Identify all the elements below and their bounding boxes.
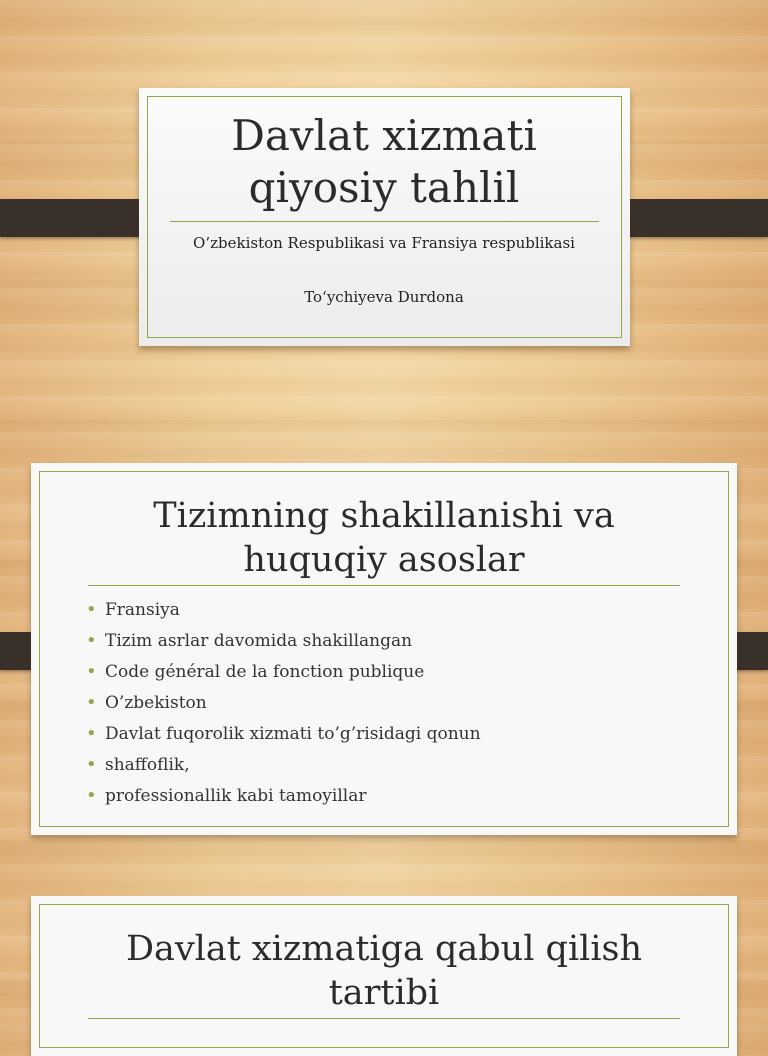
- list-item-text: shaffoflik,: [105, 755, 190, 775]
- list-item: [86, 751, 481, 782]
- title-divider: [88, 1018, 680, 1019]
- slide-1-title: [0, 110, 768, 214]
- bullet-icon: •: [86, 723, 97, 744]
- list-item: [86, 658, 481, 689]
- list-item-text: Davlat fuqorolik xizmati to’g’risidagi qonun: [105, 724, 481, 744]
- bullet-icon: •: [86, 599, 97, 620]
- bullet-icon: •: [86, 754, 97, 775]
- title-line: qiyosiy tahlil: [248, 163, 520, 212]
- list-item: [86, 596, 481, 627]
- list-item: [86, 627, 481, 658]
- slide-3-title: [0, 927, 768, 1015]
- slide-2-title: [0, 494, 768, 582]
- title-divider: [170, 221, 599, 222]
- list-item-text: Tizim asrlar davomida shakillangan: [105, 631, 413, 651]
- list-item: [86, 782, 481, 813]
- list-item: [86, 689, 481, 720]
- title-line: huquqiy asoslar: [243, 540, 525, 580]
- bullet-list: [86, 596, 481, 813]
- title-divider: [88, 585, 680, 586]
- list-item-text: O’zbekiston: [105, 693, 207, 713]
- slide-1-author: To‘ychiyeva Durdona: [304, 288, 464, 306]
- title-line: tartibi: [328, 973, 440, 1013]
- list-item-text: Fransiya: [105, 600, 180, 620]
- list-item: [86, 720, 481, 751]
- bullet-icon: •: [86, 785, 97, 806]
- title-line: Davlat xizmati: [231, 111, 537, 160]
- title-line: Davlat xizmatiga qabul qilish: [125, 929, 643, 969]
- title-line: Tizimning shakillanishi va: [153, 496, 615, 536]
- slide-1-subtitle: O’zbekiston Respublikasi va Fransiya respublikasi: [193, 234, 575, 252]
- list-item-text: Code général de la fonction publique: [105, 662, 425, 682]
- list-item-text: professionallik kabi tamoyillar: [105, 786, 367, 806]
- bullet-icon: •: [86, 692, 97, 713]
- bullet-icon: •: [86, 661, 97, 682]
- bullet-icon: •: [86, 630, 97, 651]
